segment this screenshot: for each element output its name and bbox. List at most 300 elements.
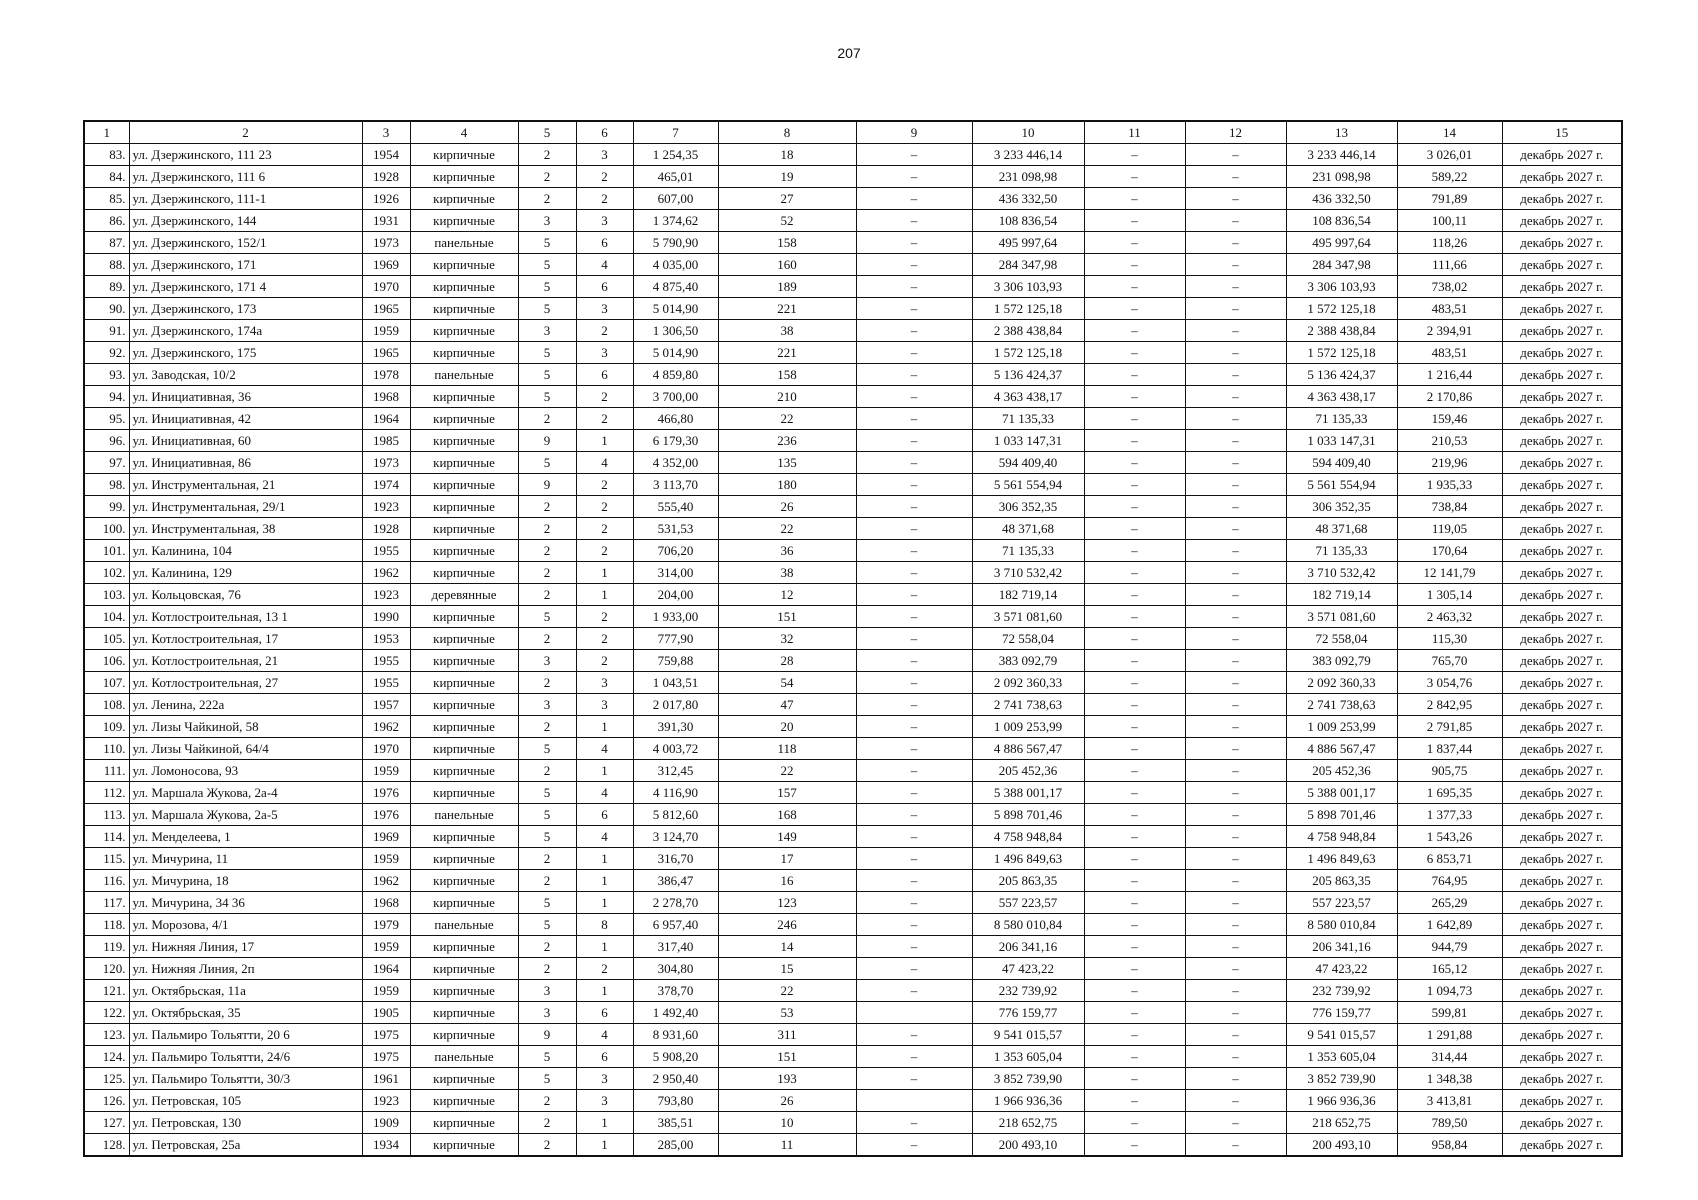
cell-entrances: 3: [576, 210, 633, 232]
cell-floors: 9: [518, 474, 576, 496]
cell-deadline: декабрь 2027 г.: [1502, 496, 1622, 518]
cell-deadline: декабрь 2027 г.: [1502, 672, 1622, 694]
cell-entrances: 2: [576, 496, 633, 518]
cell-address: ул. Мичурина, 18: [129, 870, 362, 892]
table-row: [84, 914, 1622, 936]
cell-area: 2 278,70: [633, 892, 718, 914]
cell-col-11: –: [1084, 958, 1185, 980]
cell-year-built: 1959: [362, 848, 410, 870]
cell-floors: 2: [518, 936, 576, 958]
cell-address: ул. Пальмиро Тольятти, 20 6: [129, 1024, 362, 1046]
cell-address: ул. Октябрьская, 35: [129, 1002, 362, 1024]
cell-area: 4 035,00: [633, 254, 718, 276]
cell-col-14: 2 842,95: [1397, 694, 1502, 716]
cell-area: 385,51: [633, 1112, 718, 1134]
cell-col-12: –: [1185, 738, 1286, 760]
cell-col-14: 1 935,33: [1397, 474, 1502, 496]
cell-wall-material: кирпичные: [410, 980, 518, 1002]
cell-col-12: –: [1185, 1068, 1286, 1090]
cell-wall-material: панельные: [410, 1046, 518, 1068]
cell-col-11: –: [1084, 694, 1185, 716]
cell-col-13: 48 371,68: [1286, 518, 1397, 540]
cell-deadline: декабрь 2027 г.: [1502, 144, 1622, 166]
cell-col-13: 108 836,54: [1286, 210, 1397, 232]
cell-area: 386,47: [633, 870, 718, 892]
cell-row-number: 124.: [84, 1046, 129, 1068]
cell-area: 465,01: [633, 166, 718, 188]
cell-entrances: 2: [576, 518, 633, 540]
cell-entrances: 1: [576, 1112, 633, 1134]
cell-col-10: 231 098,98: [972, 166, 1084, 188]
cell-col-13: 1 572 125,18: [1286, 342, 1397, 364]
cell-col-14: 1 642,89: [1397, 914, 1502, 936]
cell-col-10: 776 159,77: [972, 1002, 1084, 1024]
cell-floors: 5: [518, 892, 576, 914]
cell-deadline: декабрь 2027 г.: [1502, 320, 1622, 342]
cell-col-14: 905,75: [1397, 760, 1502, 782]
cell-residents: 123: [718, 892, 856, 914]
cell-floors: 5: [518, 342, 576, 364]
cell-area: 3 124,70: [633, 826, 718, 848]
cell-col-12: –: [1185, 210, 1286, 232]
cell-col-13: 3 571 081,60: [1286, 606, 1397, 628]
cell-col-10: 436 332,50: [972, 188, 1084, 210]
cell-row-number: 113.: [84, 804, 129, 826]
cell-row-number: 120.: [84, 958, 129, 980]
cell-col-9: –: [856, 782, 972, 804]
cell-col-12: –: [1185, 958, 1286, 980]
cell-entrances: 1: [576, 848, 633, 870]
cell-entrances: 6: [576, 804, 633, 826]
table-row: [84, 826, 1622, 848]
cell-floors: 3: [518, 320, 576, 342]
cell-col-13: 383 092,79: [1286, 650, 1397, 672]
cell-col-11: –: [1084, 210, 1185, 232]
cell-entrances: 6: [576, 1002, 633, 1024]
cell-deadline: декабрь 2027 г.: [1502, 584, 1622, 606]
cell-floors: 2: [518, 1090, 576, 1112]
cell-entrances: 4: [576, 826, 633, 848]
cell-col-12: –: [1185, 1024, 1286, 1046]
cell-row-number: 112.: [84, 782, 129, 804]
cell-area: 3 113,70: [633, 474, 718, 496]
cell-col-11: –: [1084, 672, 1185, 694]
cell-address: ул. Маршала Жукова, 2а-4: [129, 782, 362, 804]
cell-row-number: 128.: [84, 1134, 129, 1157]
cell-col-14: 165,12: [1397, 958, 1502, 980]
cell-floors: 2: [518, 408, 576, 430]
cell-floors: 2: [518, 1134, 576, 1157]
cell-year-built: 1968: [362, 386, 410, 408]
cell-residents: 16: [718, 870, 856, 892]
cell-col-12: –: [1185, 496, 1286, 518]
cell-entrances: 6: [576, 1046, 633, 1068]
cell-residents: 189: [718, 276, 856, 298]
table-row: [84, 232, 1622, 254]
cell-row-number: 105.: [84, 628, 129, 650]
cell-wall-material: кирпичные: [410, 1024, 518, 1046]
cell-row-number: 107.: [84, 672, 129, 694]
cell-col-11: –: [1084, 606, 1185, 628]
cell-col-9: –: [856, 870, 972, 892]
cell-col-9: –: [856, 188, 972, 210]
cell-residents: 221: [718, 342, 856, 364]
cell-col-14: 738,84: [1397, 496, 1502, 518]
cell-area: 1 374,62: [633, 210, 718, 232]
cell-col-13: 1 572 125,18: [1286, 298, 1397, 320]
cell-entrances: 2: [576, 166, 633, 188]
column-header-5: 5: [518, 121, 576, 144]
cell-year-built: 1973: [362, 232, 410, 254]
table-row: [84, 276, 1622, 298]
cell-year-built: 1975: [362, 1046, 410, 1068]
cell-col-13: 205 863,35: [1286, 870, 1397, 892]
cell-floors: 2: [518, 496, 576, 518]
cell-floors: 5: [518, 1068, 576, 1090]
cell-col-10: 594 409,40: [972, 452, 1084, 474]
cell-col-9: –: [856, 1046, 972, 1068]
cell-col-13: 8 580 010,84: [1286, 914, 1397, 936]
table-row: [84, 1134, 1622, 1157]
cell-col-14: 2 463,32: [1397, 606, 1502, 628]
cell-col-9: –: [856, 958, 972, 980]
cell-year-built: 1959: [362, 936, 410, 958]
table-row: [84, 144, 1622, 166]
table-row: [84, 782, 1622, 804]
cell-wall-material: панельные: [410, 914, 518, 936]
cell-wall-material: кирпичные: [410, 782, 518, 804]
cell-col-14: 791,89: [1397, 188, 1502, 210]
cell-col-9: –: [856, 650, 972, 672]
cell-col-12: –: [1185, 782, 1286, 804]
column-header-9: 9: [856, 121, 972, 144]
table-row: [84, 760, 1622, 782]
cell-col-13: 495 997,64: [1286, 232, 1397, 254]
cell-col-9: –: [856, 716, 972, 738]
cell-area: 6 179,30: [633, 430, 718, 452]
cell-col-12: –: [1185, 144, 1286, 166]
cell-residents: 54: [718, 672, 856, 694]
cell-entrances: 1: [576, 936, 633, 958]
cell-col-10: 2 388 438,84: [972, 320, 1084, 342]
cell-deadline: декабрь 2027 г.: [1502, 694, 1622, 716]
cell-deadline: декабрь 2027 г.: [1502, 342, 1622, 364]
cell-wall-material: кирпичные: [410, 672, 518, 694]
cell-wall-material: кирпичные: [410, 342, 518, 364]
cell-wall-material: кирпичные: [410, 386, 518, 408]
cell-col-9: –: [856, 364, 972, 386]
cell-row-number: 84.: [84, 166, 129, 188]
cell-col-9: –: [856, 276, 972, 298]
cell-entrances: 3: [576, 694, 633, 716]
cell-residents: 17: [718, 848, 856, 870]
cell-deadline: декабрь 2027 г.: [1502, 958, 1622, 980]
cell-col-9: –: [856, 804, 972, 826]
table-row: [84, 1090, 1622, 1112]
cell-deadline: декабрь 2027 г.: [1502, 782, 1622, 804]
cell-col-10: 72 558,04: [972, 628, 1084, 650]
cell-col-11: –: [1084, 298, 1185, 320]
table-row: [84, 716, 1622, 738]
cell-year-built: 1954: [362, 144, 410, 166]
cell-address: ул. Инициативная, 86: [129, 452, 362, 474]
cell-col-9: –: [856, 518, 972, 540]
cell-year-built: 1934: [362, 1134, 410, 1157]
cell-col-9: –: [856, 342, 972, 364]
cell-residents: 168: [718, 804, 856, 826]
table-row: [84, 936, 1622, 958]
cell-entrances: 6: [576, 232, 633, 254]
cell-col-14: 2 791,85: [1397, 716, 1502, 738]
cell-address: ул. Котлостроительная, 27: [129, 672, 362, 694]
cell-year-built: 1955: [362, 672, 410, 694]
cell-col-14: 1 305,14: [1397, 584, 1502, 606]
cell-col-9: –: [856, 1068, 972, 1090]
table-row: [84, 980, 1622, 1002]
cell-col-9: –: [856, 166, 972, 188]
column-header-8: 8: [718, 121, 856, 144]
cell-col-12: –: [1185, 936, 1286, 958]
cell-area: 4 859,80: [633, 364, 718, 386]
cell-entrances: 2: [576, 474, 633, 496]
cell-wall-material: кирпичные: [410, 188, 518, 210]
cell-col-14: 2 394,91: [1397, 320, 1502, 342]
table-row: [84, 518, 1622, 540]
cell-col-9: –: [856, 848, 972, 870]
table-row: [84, 342, 1622, 364]
cell-deadline: декабрь 2027 г.: [1502, 760, 1622, 782]
cell-address: ул. Октябрьская, 11а: [129, 980, 362, 1002]
cell-col-14: 789,50: [1397, 1112, 1502, 1134]
cell-row-number: 103.: [84, 584, 129, 606]
cell-row-number: 89.: [84, 276, 129, 298]
cell-col-13: 5 136 424,37: [1286, 364, 1397, 386]
cell-col-10: 557 223,57: [972, 892, 1084, 914]
cell-address: ул. Дзержинского, 144: [129, 210, 362, 232]
cell-residents: 36: [718, 540, 856, 562]
cell-area: 6 957,40: [633, 914, 718, 936]
table-row: [84, 166, 1622, 188]
cell-address: ул. Дзержинского, 111 23: [129, 144, 362, 166]
cell-wall-material: кирпичные: [410, 738, 518, 760]
cell-row-number: 106.: [84, 650, 129, 672]
cell-residents: 26: [718, 1090, 856, 1112]
cell-year-built: 1978: [362, 364, 410, 386]
cell-wall-material: кирпичные: [410, 650, 518, 672]
cell-entrances: 1: [576, 980, 633, 1002]
cell-row-number: 125.: [84, 1068, 129, 1090]
cell-entrances: 3: [576, 672, 633, 694]
cell-year-built: 1959: [362, 320, 410, 342]
cell-residents: 158: [718, 232, 856, 254]
cell-year-built: 1969: [362, 826, 410, 848]
cell-year-built: 1976: [362, 804, 410, 826]
cell-area: 1 254,35: [633, 144, 718, 166]
cell-deadline: декабрь 2027 г.: [1502, 804, 1622, 826]
cell-row-number: 83.: [84, 144, 129, 166]
cell-col-9: –: [856, 254, 972, 276]
cell-col-10: 3 571 081,60: [972, 606, 1084, 628]
cell-row-number: 88.: [84, 254, 129, 276]
cell-area: 466,80: [633, 408, 718, 430]
cell-col-12: –: [1185, 606, 1286, 628]
cell-col-12: –: [1185, 430, 1286, 452]
cell-row-number: 109.: [84, 716, 129, 738]
cell-col-14: 1 695,35: [1397, 782, 1502, 804]
cell-row-number: 92.: [84, 342, 129, 364]
cell-residents: 210: [718, 386, 856, 408]
cell-floors: 2: [518, 518, 576, 540]
cell-col-9: –: [856, 386, 972, 408]
column-header-13: 13: [1286, 121, 1397, 144]
cell-area: 4 875,40: [633, 276, 718, 298]
cell-area: 312,45: [633, 760, 718, 782]
cell-residents: 52: [718, 210, 856, 232]
cell-address: ул. Дзержинского, 171: [129, 254, 362, 276]
cell-col-11: –: [1084, 452, 1185, 474]
cell-year-built: 1976: [362, 782, 410, 804]
cell-col-14: 219,96: [1397, 452, 1502, 474]
cell-col-12: –: [1185, 320, 1286, 342]
cell-col-10: 383 092,79: [972, 650, 1084, 672]
cell-floors: 5: [518, 452, 576, 474]
cell-col-13: 2 741 738,63: [1286, 694, 1397, 716]
cell-floors: 5: [518, 826, 576, 848]
cell-col-14: 265,29: [1397, 892, 1502, 914]
cell-col-11: –: [1084, 782, 1185, 804]
cell-row-number: 90.: [84, 298, 129, 320]
cell-address: ул. Лизы Чайкиной, 58: [129, 716, 362, 738]
cell-col-13: 284 347,98: [1286, 254, 1397, 276]
cell-floors: 2: [518, 716, 576, 738]
table-row: [84, 474, 1622, 496]
cell-address: ул. Морозова, 4/1: [129, 914, 362, 936]
cell-deadline: декабрь 2027 г.: [1502, 210, 1622, 232]
cell-address: ул. Ломоносова, 93: [129, 760, 362, 782]
cell-year-built: 1957: [362, 694, 410, 716]
cell-col-9: –: [856, 694, 972, 716]
cell-col-10: 1 966 936,36: [972, 1090, 1084, 1112]
cell-year-built: 1962: [362, 870, 410, 892]
cell-deadline: декабрь 2027 г.: [1502, 1046, 1622, 1068]
cell-col-13: 3 710 532,42: [1286, 562, 1397, 584]
cell-wall-material: кирпичные: [410, 870, 518, 892]
cell-year-built: 1975: [362, 1024, 410, 1046]
cell-col-13: 594 409,40: [1286, 452, 1397, 474]
cell-col-11: –: [1084, 1046, 1185, 1068]
cell-year-built: 1926: [362, 188, 410, 210]
cell-col-10: 232 739,92: [972, 980, 1084, 1002]
cell-col-13: 231 098,98: [1286, 166, 1397, 188]
cell-floors: 3: [518, 210, 576, 232]
cell-col-10: 5 561 554,94: [972, 474, 1084, 496]
cell-floors: 2: [518, 584, 576, 606]
cell-col-13: 1 009 253,99: [1286, 716, 1397, 738]
cell-deadline: декабрь 2027 г.: [1502, 188, 1622, 210]
cell-floors: 5: [518, 232, 576, 254]
cell-col-9: –: [856, 474, 972, 496]
cell-col-10: 1 572 125,18: [972, 342, 1084, 364]
cell-col-11: –: [1084, 518, 1185, 540]
cell-col-12: –: [1185, 452, 1286, 474]
cell-address: ул. Пальмиро Тольятти, 24/6: [129, 1046, 362, 1068]
cell-address: ул. Калинина, 104: [129, 540, 362, 562]
column-header-2: 2: [129, 121, 362, 144]
cell-col-14: 1 291,88: [1397, 1024, 1502, 1046]
cell-address: ул. Дзержинского, 111-1: [129, 188, 362, 210]
cell-col-13: 3 233 446,14: [1286, 144, 1397, 166]
table-row: [84, 1068, 1622, 1090]
cell-area: 317,40: [633, 936, 718, 958]
cell-area: 759,88: [633, 650, 718, 672]
table-row: [84, 650, 1622, 672]
cell-residents: 135: [718, 452, 856, 474]
cell-row-number: 98.: [84, 474, 129, 496]
cell-deadline: декабрь 2027 г.: [1502, 540, 1622, 562]
cell-col-11: –: [1084, 1002, 1185, 1024]
cell-area: 1 306,50: [633, 320, 718, 342]
cell-col-10: 218 652,75: [972, 1112, 1084, 1134]
cell-col-14: 6 853,71: [1397, 848, 1502, 870]
cell-col-10: 306 352,35: [972, 496, 1084, 518]
cell-wall-material: кирпичные: [410, 936, 518, 958]
cell-col-14: 314,44: [1397, 1046, 1502, 1068]
cell-deadline: декабрь 2027 г.: [1502, 1024, 1622, 1046]
column-header-11: 11: [1084, 121, 1185, 144]
cell-col-9: –: [856, 826, 972, 848]
cell-wall-material: кирпичные: [410, 760, 518, 782]
cell-wall-material: кирпичные: [410, 430, 518, 452]
cell-col-14: 764,95: [1397, 870, 1502, 892]
cell-col-10: 182 719,14: [972, 584, 1084, 606]
cell-col-10: 3 852 739,90: [972, 1068, 1084, 1090]
cell-deadline: декабрь 2027 г.: [1502, 1068, 1622, 1090]
cell-deadline: декабрь 2027 г.: [1502, 1090, 1622, 1112]
cell-residents: 151: [718, 606, 856, 628]
cell-col-12: –: [1185, 166, 1286, 188]
cell-floors: 5: [518, 298, 576, 320]
cell-address: ул. Котлостроительная, 17: [129, 628, 362, 650]
cell-area: 4 352,00: [633, 452, 718, 474]
cell-col-13: 1 496 849,63: [1286, 848, 1397, 870]
cell-col-12: –: [1185, 254, 1286, 276]
table-row: [84, 628, 1622, 650]
cell-wall-material: панельные: [410, 364, 518, 386]
cell-address: ул. Инициативная, 60: [129, 430, 362, 452]
cell-year-built: 1931: [362, 210, 410, 232]
cell-col-12: –: [1185, 826, 1286, 848]
table-row: [84, 540, 1622, 562]
cell-address: ул. Кольцовская, 76: [129, 584, 362, 606]
page-number: 207: [837, 45, 861, 61]
cell-col-9: –: [856, 144, 972, 166]
cell-col-11: –: [1084, 408, 1185, 430]
cell-year-built: 1965: [362, 342, 410, 364]
cell-residents: 118: [718, 738, 856, 760]
cell-entrances: 1: [576, 716, 633, 738]
cell-wall-material: кирпичные: [410, 496, 518, 518]
cell-wall-material: кирпичные: [410, 716, 518, 738]
cell-col-11: –: [1084, 1134, 1185, 1157]
cell-residents: 246: [718, 914, 856, 936]
cell-residents: 53: [718, 1002, 856, 1024]
cell-area: 2 950,40: [633, 1068, 718, 1090]
cell-year-built: 1909: [362, 1112, 410, 1134]
cell-wall-material: кирпичные: [410, 518, 518, 540]
cell-col-12: –: [1185, 188, 1286, 210]
cell-wall-material: кирпичные: [410, 562, 518, 584]
cell-col-13: 776 159,77: [1286, 1002, 1397, 1024]
